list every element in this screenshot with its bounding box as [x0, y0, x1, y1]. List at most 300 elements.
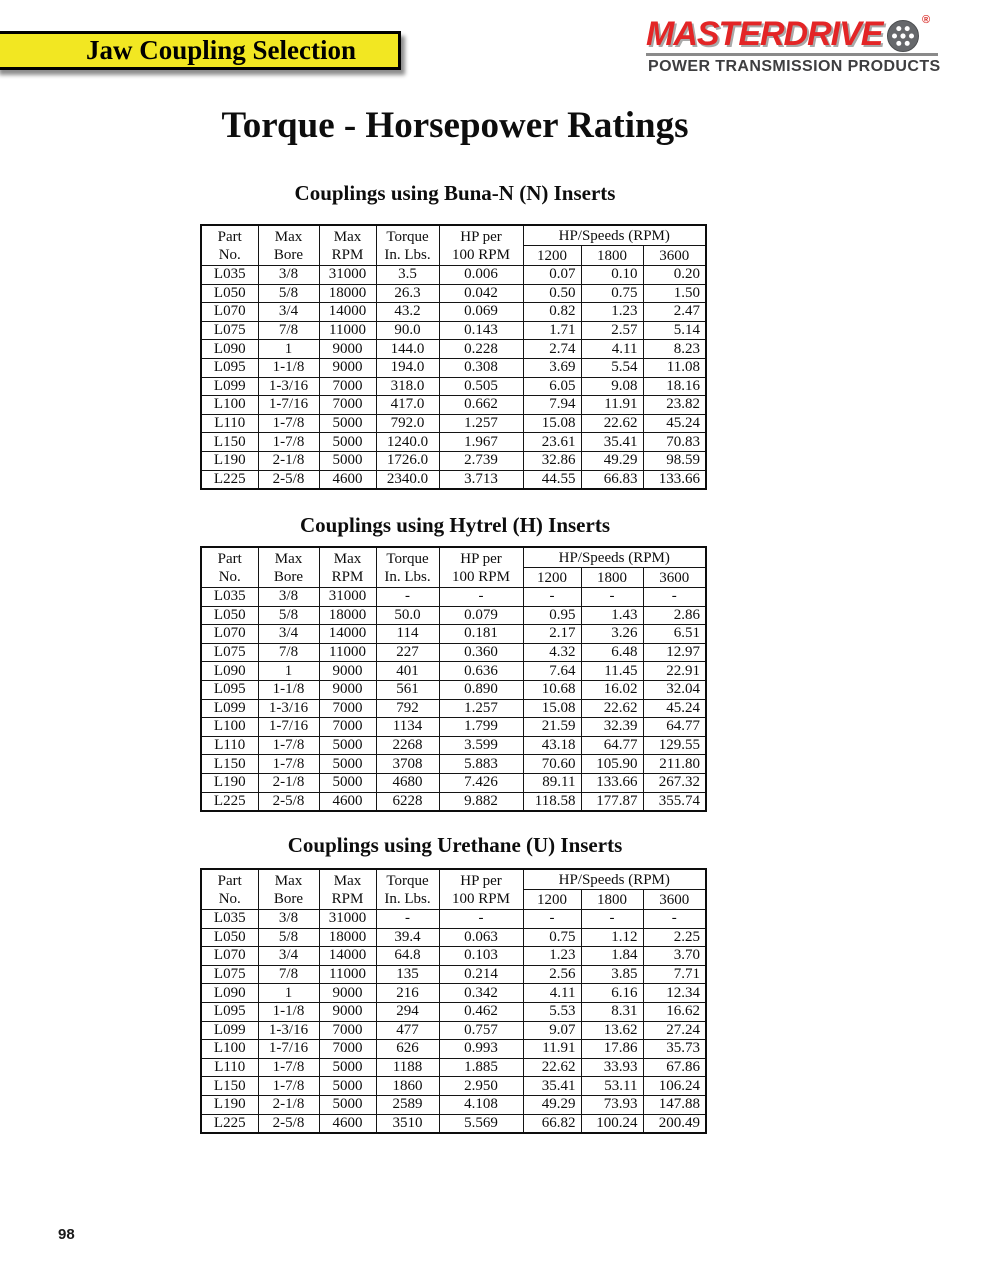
col-header-speed-1200: 1200: [523, 568, 581, 588]
max-bore-cell: 1: [258, 340, 319, 359]
torque-in-lbs-cell: 477: [376, 1021, 439, 1040]
brand-tagline: POWER TRANSMISSION PRODUCTS: [648, 58, 941, 75]
table-row: [201, 303, 706, 322]
max-rpm-cell: 7000: [319, 377, 376, 396]
torque-in-lbs-cell: -: [376, 588, 439, 607]
part-no-cell: L110: [201, 1058, 258, 1077]
table-row: [201, 1058, 706, 1077]
hp-1200rpm-cell: 2.74: [523, 340, 581, 359]
hp-3600rpm-cell: -: [643, 910, 706, 929]
hp-per-100-rpm-cell: 4.108: [439, 1095, 523, 1114]
hp-3600rpm-cell: 11.08: [643, 358, 706, 377]
torque-in-lbs-cell: 1240.0: [376, 433, 439, 452]
hp-1800rpm-cell: 32.39: [581, 718, 643, 737]
max-bore-cell: 1-3/16: [258, 377, 319, 396]
hp-per-100-rpm-cell: 9.882: [439, 792, 523, 811]
hp-3600rpm-cell: 23.82: [643, 396, 706, 415]
max-rpm-cell: 14000: [319, 625, 376, 644]
registered-trademark-icon: ®: [922, 14, 931, 26]
table-row: [201, 396, 706, 415]
hp-per-100-rpm-cell: 1.885: [439, 1058, 523, 1077]
col-header-max-bore: Max Bore: [258, 225, 319, 266]
hp-1800rpm-cell: 64.77: [581, 736, 643, 755]
torque-in-lbs-cell: 1188: [376, 1058, 439, 1077]
table-row: [201, 1077, 706, 1096]
torque-in-lbs-cell: 50.0: [376, 606, 439, 625]
part-no-cell: L090: [201, 984, 258, 1003]
max-rpm-cell: 31000: [319, 266, 376, 285]
part-no-cell: L070: [201, 625, 258, 644]
table-row: [201, 377, 706, 396]
hp-1200rpm-cell: 32.86: [523, 451, 581, 470]
hp-1200rpm-cell: 0.82: [523, 303, 581, 322]
table-row: [201, 358, 706, 377]
col-header-speed-1800: 1800: [581, 568, 643, 588]
hp-per-100-rpm-cell: -: [439, 588, 523, 607]
max-bore-cell: 1-7/8: [258, 1077, 319, 1096]
hp-1800rpm-cell: 53.11: [581, 1077, 643, 1096]
col-header-speed-1800: 1800: [581, 246, 643, 266]
max-rpm-cell: 11000: [319, 965, 376, 984]
table-row: [201, 1021, 706, 1040]
hp-1800rpm-cell: 22.62: [581, 414, 643, 433]
hp-3600rpm-cell: 2.25: [643, 928, 706, 947]
table-row: [201, 433, 706, 452]
page-title: Torque - Horsepower Ratings: [221, 105, 689, 146]
col-header-hp-per-100-rpm: HP per 100 RPM: [439, 225, 523, 266]
part-no-cell: L099: [201, 699, 258, 718]
col-header-speed-1200: 1200: [523, 246, 581, 266]
col-header-part-no: Part No.: [201, 869, 258, 910]
hp-1800rpm-cell: 11.45: [581, 662, 643, 681]
part-no-cell: L090: [201, 662, 258, 681]
max-bore-cell: 3/8: [258, 910, 319, 929]
col-header-speed-3600: 3600: [643, 890, 706, 910]
torque-in-lbs-cell: 2268: [376, 736, 439, 755]
hp-per-100-rpm-cell: 0.757: [439, 1021, 523, 1040]
max-bore-cell: 2-1/8: [258, 1095, 319, 1114]
hp-1200rpm-cell: -: [523, 910, 581, 929]
col-header-part-no: Part No.: [201, 225, 258, 266]
hp-3600rpm-cell: 355.74: [643, 792, 706, 811]
max-rpm-cell: 5000: [319, 736, 376, 755]
hp-3600rpm-cell: 12.34: [643, 984, 706, 1003]
max-rpm-cell: 31000: [319, 910, 376, 929]
col-header-max-rpm: Max RPM: [319, 547, 376, 588]
hp-per-100-rpm-cell: 0.662: [439, 396, 523, 415]
col-header-speed-1200: 1200: [523, 890, 581, 910]
max-rpm-cell: 4600: [319, 470, 376, 489]
ratings-table-buna-n: [200, 224, 707, 490]
hp-1200rpm-cell: 43.18: [523, 736, 581, 755]
table-row: [201, 755, 706, 774]
hp-3600rpm-cell: 27.24: [643, 1021, 706, 1040]
hp-1800rpm-cell: 49.29: [581, 451, 643, 470]
part-no-cell: L070: [201, 303, 258, 322]
hp-1800rpm-cell: 1.23: [581, 303, 643, 322]
hp-3600rpm-cell: 67.86: [643, 1058, 706, 1077]
hp-3600rpm-cell: 98.59: [643, 451, 706, 470]
torque-in-lbs-cell: -: [376, 910, 439, 929]
torque-in-lbs-cell: 1860: [376, 1077, 439, 1096]
max-bore-cell: 1-7/8: [258, 414, 319, 433]
max-rpm-cell: 9000: [319, 340, 376, 359]
col-header-speed-3600: 3600: [643, 246, 706, 266]
table-row: [201, 1002, 706, 1021]
torque-in-lbs-cell: 227: [376, 643, 439, 662]
hp-3600rpm-cell: 7.71: [643, 965, 706, 984]
hp-per-100-rpm-cell: 0.069: [439, 303, 523, 322]
max-rpm-cell: 5000: [319, 1095, 376, 1114]
hp-1200rpm-cell: 89.11: [523, 773, 581, 792]
hp-3600rpm-cell: 45.24: [643, 699, 706, 718]
hp-1800rpm-cell: 0.75: [581, 284, 643, 303]
max-bore-cell: 1-7/16: [258, 396, 319, 415]
hp-1800rpm-cell: 8.31: [581, 1002, 643, 1021]
hp-1800rpm-cell: 1.84: [581, 947, 643, 966]
part-no-cell: L070: [201, 947, 258, 966]
hp-per-100-rpm-cell: 1.257: [439, 414, 523, 433]
hp-3600rpm-cell: 2.47: [643, 303, 706, 322]
hp-1800rpm-cell: 3.85: [581, 965, 643, 984]
hp-1800rpm-cell: 6.16: [581, 984, 643, 1003]
hp-1200rpm-cell: 3.69: [523, 358, 581, 377]
hp-per-100-rpm-cell: 3.599: [439, 736, 523, 755]
torque-in-lbs-cell: 2589: [376, 1095, 439, 1114]
max-bore-cell: 1: [258, 662, 319, 681]
hp-per-100-rpm-cell: 0.505: [439, 377, 523, 396]
max-rpm-cell: 9000: [319, 1002, 376, 1021]
table-row: [201, 1095, 706, 1114]
hp-1200rpm-cell: 21.59: [523, 718, 581, 737]
hp-1200rpm-cell: 0.75: [523, 928, 581, 947]
hp-1800rpm-cell: 6.48: [581, 643, 643, 662]
hp-3600rpm-cell: 22.91: [643, 662, 706, 681]
col-header-torque-in-lbs: Torque In. Lbs.: [376, 225, 439, 266]
max-rpm-cell: 5000: [319, 755, 376, 774]
part-no-cell: L095: [201, 1002, 258, 1021]
torque-in-lbs-cell: 3.5: [376, 266, 439, 285]
table-title-urethane: Couplings using Urethane (U) Inserts: [287, 833, 623, 857]
torque-in-lbs-cell: 26.3: [376, 284, 439, 303]
torque-in-lbs-cell: 6228: [376, 792, 439, 811]
hp-1200rpm-cell: 10.68: [523, 680, 581, 699]
torque-in-lbs-cell: 144.0: [376, 340, 439, 359]
hp-3600rpm-cell: 2.86: [643, 606, 706, 625]
max-bore-cell: 1: [258, 984, 319, 1003]
col-header-torque-in-lbs: Torque In. Lbs.: [376, 869, 439, 910]
hp-1200rpm-cell: 9.07: [523, 1021, 581, 1040]
ratings-table-urethane: [200, 868, 707, 1134]
hp-1200rpm-cell: 11.91: [523, 1040, 581, 1059]
hp-per-100-rpm-cell: 0.462: [439, 1002, 523, 1021]
col-header-part-no: Part No.: [201, 547, 258, 588]
col-header-torque-in-lbs: Torque In. Lbs.: [376, 547, 439, 588]
table-row: [201, 284, 706, 303]
hp-1200rpm-cell: 0.07: [523, 266, 581, 285]
hp-per-100-rpm-cell: 5.569: [439, 1114, 523, 1133]
table-row: [201, 1114, 706, 1133]
part-no-cell: L095: [201, 680, 258, 699]
part-no-cell: L075: [201, 965, 258, 984]
hp-per-100-rpm-cell: 0.342: [439, 984, 523, 1003]
torque-in-lbs-cell: 90.0: [376, 321, 439, 340]
max-rpm-cell: 7000: [319, 1021, 376, 1040]
max-rpm-cell: 5000: [319, 1058, 376, 1077]
max-bore-cell: 5/8: [258, 928, 319, 947]
hp-1800rpm-cell: 66.83: [581, 470, 643, 489]
torque-in-lbs-cell: 114: [376, 625, 439, 644]
torque-in-lbs-cell: 4680: [376, 773, 439, 792]
hp-per-100-rpm-cell: 0.143: [439, 321, 523, 340]
max-bore-cell: 2-5/8: [258, 792, 319, 811]
hp-per-100-rpm-cell: 5.883: [439, 755, 523, 774]
max-rpm-cell: 5000: [319, 433, 376, 452]
table-row: [201, 643, 706, 662]
col-header-max-bore: Max Bore: [258, 869, 319, 910]
torque-in-lbs-cell: 3708: [376, 755, 439, 774]
hp-1800rpm-cell: 73.93: [581, 1095, 643, 1114]
hp-1800rpm-cell: 177.87: [581, 792, 643, 811]
hp-1200rpm-cell: 7.64: [523, 662, 581, 681]
hp-3600rpm-cell: 5.14: [643, 321, 706, 340]
max-bore-cell: 1-1/8: [258, 1002, 319, 1021]
torque-in-lbs-cell: 43.2: [376, 303, 439, 322]
torque-in-lbs-cell: 39.4: [376, 928, 439, 947]
hp-1800rpm-cell: 22.62: [581, 699, 643, 718]
hp-1200rpm-cell: 118.58: [523, 792, 581, 811]
part-no-cell: L095: [201, 358, 258, 377]
hp-1800rpm-cell: 1.12: [581, 928, 643, 947]
max-bore-cell: 7/8: [258, 321, 319, 340]
max-rpm-cell: 5000: [319, 773, 376, 792]
part-no-cell: L075: [201, 321, 258, 340]
max-bore-cell: 1-3/16: [258, 699, 319, 718]
torque-in-lbs-cell: 1134: [376, 718, 439, 737]
page-number: 98: [58, 1226, 75, 1243]
hp-per-100-rpm-cell: 0.308: [439, 358, 523, 377]
hp-1200rpm-cell: -: [523, 588, 581, 607]
hp-1200rpm-cell: 49.29: [523, 1095, 581, 1114]
part-no-cell: L190: [201, 1095, 258, 1114]
hp-3600rpm-cell: 64.77: [643, 718, 706, 737]
part-no-cell: L099: [201, 377, 258, 396]
hp-per-100-rpm-cell: 0.993: [439, 1040, 523, 1059]
part-no-cell: L050: [201, 284, 258, 303]
max-bore-cell: 7/8: [258, 965, 319, 984]
hp-1200rpm-cell: 15.08: [523, 699, 581, 718]
hp-1800rpm-cell: -: [581, 910, 643, 929]
max-bore-cell: 1-7/8: [258, 433, 319, 452]
max-bore-cell: 3/4: [258, 947, 319, 966]
brand-wordmark: MASTERDRIVE: [646, 15, 883, 53]
torque-in-lbs-cell: 216: [376, 984, 439, 1003]
hp-1800rpm-cell: 33.93: [581, 1058, 643, 1077]
part-no-cell: L035: [201, 266, 258, 285]
hp-per-100-rpm-cell: 3.713: [439, 470, 523, 489]
torque-in-lbs-cell: 561: [376, 680, 439, 699]
part-no-cell: L150: [201, 433, 258, 452]
part-no-cell: L075: [201, 643, 258, 662]
max-rpm-cell: 9000: [319, 662, 376, 681]
table-row: [201, 470, 706, 489]
table-row: [201, 928, 706, 947]
table-row: [201, 792, 706, 811]
hp-3600rpm-cell: 35.73: [643, 1040, 706, 1059]
max-rpm-cell: 4600: [319, 1114, 376, 1133]
max-rpm-cell: 4600: [319, 792, 376, 811]
max-rpm-cell: 11000: [319, 321, 376, 340]
hp-1200rpm-cell: 6.05: [523, 377, 581, 396]
max-rpm-cell: 18000: [319, 284, 376, 303]
hp-3600rpm-cell: 8.23: [643, 340, 706, 359]
hp-1200rpm-cell: 66.82: [523, 1114, 581, 1133]
torque-in-lbs-cell: 64.8: [376, 947, 439, 966]
max-bore-cell: 1-7/8: [258, 736, 319, 755]
part-no-cell: L110: [201, 414, 258, 433]
col-header-hp-per-100-rpm: HP per 100 RPM: [439, 547, 523, 588]
hp-per-100-rpm-cell: 0.079: [439, 606, 523, 625]
hp-3600rpm-cell: 16.62: [643, 1002, 706, 1021]
hp-per-100-rpm-cell: 0.890: [439, 680, 523, 699]
part-no-cell: L100: [201, 396, 258, 415]
hp-3600rpm-cell: 3.70: [643, 947, 706, 966]
hp-1800rpm-cell: -: [581, 588, 643, 607]
max-rpm-cell: 7000: [319, 699, 376, 718]
hp-3600rpm-cell: -: [643, 588, 706, 607]
torque-in-lbs-cell: 417.0: [376, 396, 439, 415]
hp-1200rpm-cell: 2.17: [523, 625, 581, 644]
col-header-speed-3600: 3600: [643, 568, 706, 588]
hp-1800rpm-cell: 9.08: [581, 377, 643, 396]
table-row: [201, 699, 706, 718]
hp-per-100-rpm-cell: 2.739: [439, 451, 523, 470]
flange-coupling-icon: [886, 19, 920, 53]
hp-1800rpm-cell: 16.02: [581, 680, 643, 699]
hp-1200rpm-cell: 4.11: [523, 984, 581, 1003]
hp-1200rpm-cell: 23.61: [523, 433, 581, 452]
part-no-cell: L090: [201, 340, 258, 359]
max-bore-cell: 1-7/8: [258, 755, 319, 774]
section-banner: [0, 31, 401, 70]
table-row: [201, 606, 706, 625]
hp-3600rpm-cell: 12.97: [643, 643, 706, 662]
max-rpm-cell: 18000: [319, 928, 376, 947]
table-title-buna-n: Couplings using Buna-N (N) Inserts: [294, 181, 616, 205]
max-bore-cell: 1-1/8: [258, 358, 319, 377]
hp-1200rpm-cell: 1.71: [523, 321, 581, 340]
table-row: [201, 680, 706, 699]
hp-per-100-rpm-cell: 1.967: [439, 433, 523, 452]
max-bore-cell: 2-1/8: [258, 773, 319, 792]
max-bore-cell: 1-7/8: [258, 1058, 319, 1077]
max-bore-cell: 2-5/8: [258, 470, 319, 489]
max-rpm-cell: 18000: [319, 606, 376, 625]
hp-1800rpm-cell: 2.57: [581, 321, 643, 340]
hp-per-100-rpm-cell: 1.799: [439, 718, 523, 737]
col-header-max-bore: Max Bore: [258, 547, 319, 588]
table-row: [201, 588, 706, 607]
torque-in-lbs-cell: 792.0: [376, 414, 439, 433]
col-header-hp-per-100-rpm: HP per 100 RPM: [439, 869, 523, 910]
hp-1800rpm-cell: 1.43: [581, 606, 643, 625]
hp-1800rpm-cell: 5.54: [581, 358, 643, 377]
max-bore-cell: 3/8: [258, 588, 319, 607]
torque-in-lbs-cell: 135: [376, 965, 439, 984]
table-row: [201, 321, 706, 340]
hp-3600rpm-cell: 18.16: [643, 377, 706, 396]
max-bore-cell: 1-1/8: [258, 680, 319, 699]
hp-3600rpm-cell: 129.55: [643, 736, 706, 755]
hp-1200rpm-cell: 1.23: [523, 947, 581, 966]
torque-in-lbs-cell: 318.0: [376, 377, 439, 396]
part-no-cell: L150: [201, 755, 258, 774]
hp-1800rpm-cell: 3.26: [581, 625, 643, 644]
col-header-hp-speeds-group: HP/Speeds (RPM): [523, 869, 706, 890]
max-bore-cell: 3/4: [258, 303, 319, 322]
masterdrive-logo: [646, 14, 941, 75]
hp-3600rpm-cell: 106.24: [643, 1077, 706, 1096]
hp-3600rpm-cell: 6.51: [643, 625, 706, 644]
table-row: [201, 947, 706, 966]
part-no-cell: L225: [201, 470, 258, 489]
max-bore-cell: 1-7/16: [258, 1040, 319, 1059]
part-no-cell: L225: [201, 792, 258, 811]
max-rpm-cell: 7000: [319, 718, 376, 737]
max-bore-cell: 5/8: [258, 284, 319, 303]
max-rpm-cell: 5000: [319, 414, 376, 433]
hp-per-100-rpm-cell: 0.103: [439, 947, 523, 966]
hp-1200rpm-cell: 35.41: [523, 1077, 581, 1096]
col-header-hp-speeds-group: HP/Speeds (RPM): [523, 225, 706, 246]
torque-in-lbs-cell: 626: [376, 1040, 439, 1059]
part-no-cell: L150: [201, 1077, 258, 1096]
max-rpm-cell: 14000: [319, 303, 376, 322]
part-no-cell: L100: [201, 718, 258, 737]
table-row: [201, 984, 706, 1003]
max-rpm-cell: 7000: [319, 396, 376, 415]
ratings-table-hytrel: [200, 546, 707, 812]
part-no-cell: L050: [201, 928, 258, 947]
hp-per-100-rpm-cell: 0.063: [439, 928, 523, 947]
hp-3600rpm-cell: 211.80: [643, 755, 706, 774]
hp-per-100-rpm-cell: 0.214: [439, 965, 523, 984]
hp-1800rpm-cell: 11.91: [581, 396, 643, 415]
col-header-speed-1800: 1800: [581, 890, 643, 910]
hp-1200rpm-cell: 2.56: [523, 965, 581, 984]
max-rpm-cell: 5000: [319, 1077, 376, 1096]
part-no-cell: L099: [201, 1021, 258, 1040]
table-row: [201, 451, 706, 470]
part-no-cell: L190: [201, 451, 258, 470]
col-header-max-rpm: Max RPM: [319, 869, 376, 910]
max-bore-cell: 2-5/8: [258, 1114, 319, 1133]
part-no-cell: L225: [201, 1114, 258, 1133]
hp-3600rpm-cell: 0.20: [643, 266, 706, 285]
hp-per-100-rpm-cell: 1.257: [439, 699, 523, 718]
hp-1200rpm-cell: 70.60: [523, 755, 581, 774]
part-no-cell: L050: [201, 606, 258, 625]
hp-3600rpm-cell: 32.04: [643, 680, 706, 699]
hp-per-100-rpm-cell: 0.042: [439, 284, 523, 303]
table-row: [201, 736, 706, 755]
hp-1200rpm-cell: 22.62: [523, 1058, 581, 1077]
table-row: [201, 625, 706, 644]
logo-divider: [646, 53, 938, 56]
torque-in-lbs-cell: 3510: [376, 1114, 439, 1133]
hp-1800rpm-cell: 100.24: [581, 1114, 643, 1133]
max-bore-cell: 1-7/16: [258, 718, 319, 737]
